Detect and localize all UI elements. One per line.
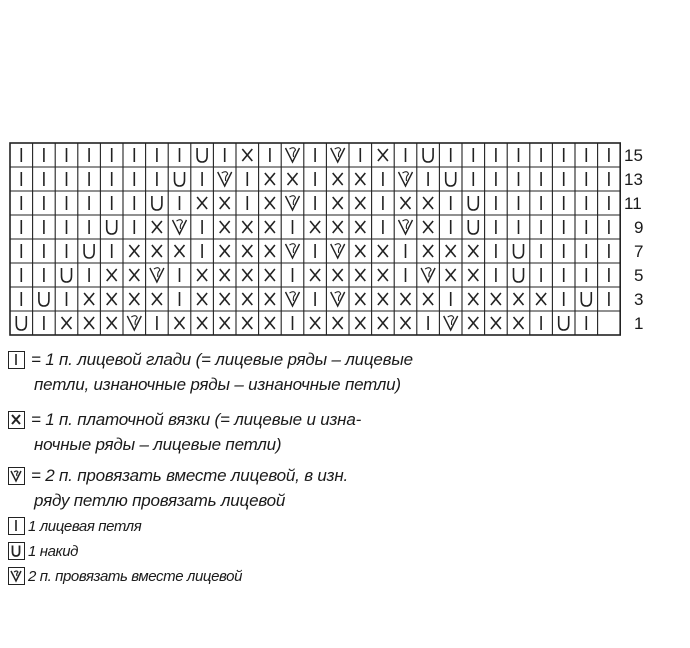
- garter-stitch-cell: [242, 317, 252, 329]
- garter-stitch-cell: [333, 317, 343, 329]
- garter-stitch-cell: [129, 245, 139, 257]
- k2tog-cell: [218, 172, 232, 186]
- garter-stitch-cell: [355, 245, 365, 257]
- garter-stitch-cell: [514, 317, 524, 329]
- garter-stitch-cell: [423, 293, 433, 305]
- garter-stitch-cell: [129, 293, 139, 305]
- garter-stitch-cell: [129, 269, 139, 281]
- garter-stitch-cell: [197, 293, 207, 305]
- garter-stitch-cell: [355, 293, 365, 305]
- garter-stitch-cell: [220, 293, 230, 305]
- k2tog-cell: [150, 268, 164, 282]
- knit-stitch-icon: [8, 351, 25, 369]
- garter-stitch-cell: [175, 245, 185, 257]
- garter-stitch-cell: [446, 245, 456, 257]
- garter-stitch-cell: [333, 269, 343, 281]
- row-number: 5: [634, 266, 644, 285]
- k2tog-cell: [286, 196, 300, 210]
- garter-stitch-cell: [265, 317, 275, 329]
- garter-stitch-cell: [333, 173, 343, 185]
- row-number: 13: [624, 170, 643, 189]
- legend-knit: [8, 350, 413, 370]
- garter-stitch-cell: [401, 293, 411, 305]
- legend-garter-text: = 1 п. платочной вязки (= лицевые и изна-: [31, 410, 362, 429]
- garter-stitch-cell: [378, 245, 388, 257]
- garter-stitch-cell: [378, 149, 388, 161]
- garter-stitch-cell: [220, 317, 230, 329]
- legend-k2tog-continued: ряду петлю провязать лицевой: [34, 491, 286, 510]
- k2tog-cell: [444, 316, 458, 330]
- garter-stitch-cell: [242, 293, 252, 305]
- row-number: 15: [624, 146, 643, 165]
- garter-stitch-cell: [355, 317, 365, 329]
- garter-stitch-cell: [288, 173, 298, 185]
- garter-stitch-cell: [242, 245, 252, 257]
- garter-stitch-cell: [491, 293, 501, 305]
- yarn-over-cell: [152, 196, 162, 210]
- yarn-over-cell: [62, 268, 72, 282]
- garter-stitch-icon: [8, 411, 25, 429]
- garter-stitch-cell: [197, 197, 207, 209]
- garter-stitch-cell: [197, 317, 207, 329]
- yarn-over-cell: [39, 292, 49, 306]
- k2tog-cell: [399, 172, 413, 186]
- garter-stitch-cell: [265, 173, 275, 185]
- yarn-over-cell: [107, 220, 117, 234]
- yarn-over-cell: [175, 172, 185, 186]
- k2tog-icon: [8, 467, 25, 485]
- k2tog-cell: [173, 220, 187, 234]
- legend-small-k2tog-text: 2 п. провязать вместе лицевой: [28, 568, 243, 585]
- garter-stitch-cell: [333, 221, 343, 233]
- yarn-over-cell: [197, 148, 207, 162]
- garter-stitch-cell: [220, 245, 230, 257]
- garter-stitch-cell: [401, 197, 411, 209]
- garter-stitch-cell: [423, 245, 433, 257]
- legend-small-knit-text: 1 лицевая петля: [28, 518, 142, 535]
- legend-garter: [8, 410, 361, 430]
- garter-stitch-cell: [152, 293, 162, 305]
- garter-stitch-cell: [84, 317, 94, 329]
- garter-stitch-cell: [84, 293, 94, 305]
- garter-stitch-cell: [468, 293, 478, 305]
- garter-stitch-cell: [378, 317, 388, 329]
- garter-stitch-cell: [242, 269, 252, 281]
- yarn-over-cell: [514, 268, 524, 282]
- garter-stitch-cell: [152, 245, 162, 257]
- garter-stitch-cell: [310, 317, 320, 329]
- row-number: 7: [634, 242, 644, 261]
- legend-k2tog-text: = 2 п. провязать вместе лицевой, в изн.: [31, 466, 349, 485]
- knit-stitch-icon: [8, 517, 25, 535]
- garter-stitch-cell: [355, 197, 365, 209]
- row-number: 9: [634, 218, 644, 237]
- k2tog-cell: [286, 244, 300, 258]
- yarn-over-cell: [84, 244, 94, 258]
- garter-stitch-cell: [378, 293, 388, 305]
- garter-stitch-cell: [265, 269, 275, 281]
- row-number: 11: [624, 194, 642, 213]
- k2tog-cell: [421, 268, 435, 282]
- legend-small-yo: [8, 542, 78, 560]
- garter-stitch-cell: [468, 317, 478, 329]
- garter-stitch-cell: [242, 149, 252, 161]
- garter-stitch-cell: [536, 293, 546, 305]
- legend-knit-continued: петли, изнаночные ряды – изнаночные петли): [34, 375, 401, 394]
- garter-stitch-cell: [355, 173, 365, 185]
- yarn-over-icon: [8, 542, 25, 560]
- yarn-over-cell: [423, 148, 433, 162]
- garter-stitch-cell: [265, 293, 275, 305]
- garter-stitch-cell: [401, 317, 411, 329]
- garter-stitch-cell: [514, 293, 524, 305]
- garter-stitch-cell: [220, 197, 230, 209]
- garter-stitch-cell: [310, 269, 320, 281]
- yarn-over-cell: [514, 244, 524, 258]
- k2tog-cell: [331, 148, 345, 162]
- garter-stitch-cell: [107, 269, 117, 281]
- garter-stitch-cell: [197, 269, 207, 281]
- garter-stitch-cell: [468, 269, 478, 281]
- yarn-over-cell: [446, 172, 456, 186]
- k2tog-cell: [399, 220, 413, 234]
- garter-stitch-cell: [423, 197, 433, 209]
- yarn-over-cell: [581, 292, 591, 306]
- k2tog-cell: [286, 292, 300, 306]
- garter-stitch-cell: [220, 221, 230, 233]
- row-number: 3: [634, 290, 644, 309]
- legend-small-yo-text: 1 накид: [28, 543, 79, 560]
- row-number: 1: [634, 314, 644, 333]
- yarn-over-cell: [16, 316, 26, 330]
- garter-stitch-cell: [107, 293, 117, 305]
- yarn-over-cell: [468, 196, 478, 210]
- legend-small-knit: [8, 517, 141, 535]
- garter-stitch-cell: [468, 245, 478, 257]
- garter-stitch-cell: [152, 221, 162, 233]
- garter-stitch-cell: [265, 245, 275, 257]
- garter-stitch-cell: [310, 221, 320, 233]
- garter-stitch-cell: [446, 269, 456, 281]
- garter-stitch-cell: [491, 317, 501, 329]
- legend-knit-text: = 1 п. лицевой глади (= лицевые ряды – лицевые: [31, 350, 413, 369]
- garter-stitch-cell: [242, 221, 252, 233]
- garter-stitch-cell: [62, 317, 72, 329]
- garter-stitch-cell: [220, 269, 230, 281]
- k2tog-cell: [331, 292, 345, 306]
- k2tog-cell: [331, 244, 345, 258]
- k2tog-cell: [127, 316, 141, 330]
- yarn-over-cell: [468, 220, 478, 234]
- garter-stitch-cell: [265, 221, 275, 233]
- legend-k2tog: [8, 466, 348, 486]
- legend-garter-continued: ночные ряды – лицевые петли): [34, 435, 282, 454]
- garter-stitch-cell: [378, 269, 388, 281]
- garter-stitch-cell: [333, 197, 343, 209]
- garter-stitch-cell: [265, 197, 275, 209]
- garter-stitch-cell: [423, 221, 433, 233]
- k2tog-cell: [286, 148, 300, 162]
- garter-stitch-cell: [355, 269, 365, 281]
- garter-stitch-cell: [355, 221, 365, 233]
- yarn-over-cell: [559, 316, 569, 330]
- garter-stitch-cell: [107, 317, 117, 329]
- k2tog-icon: [8, 567, 25, 585]
- legend-small-k2tog: [8, 567, 242, 585]
- garter-stitch-cell: [175, 317, 185, 329]
